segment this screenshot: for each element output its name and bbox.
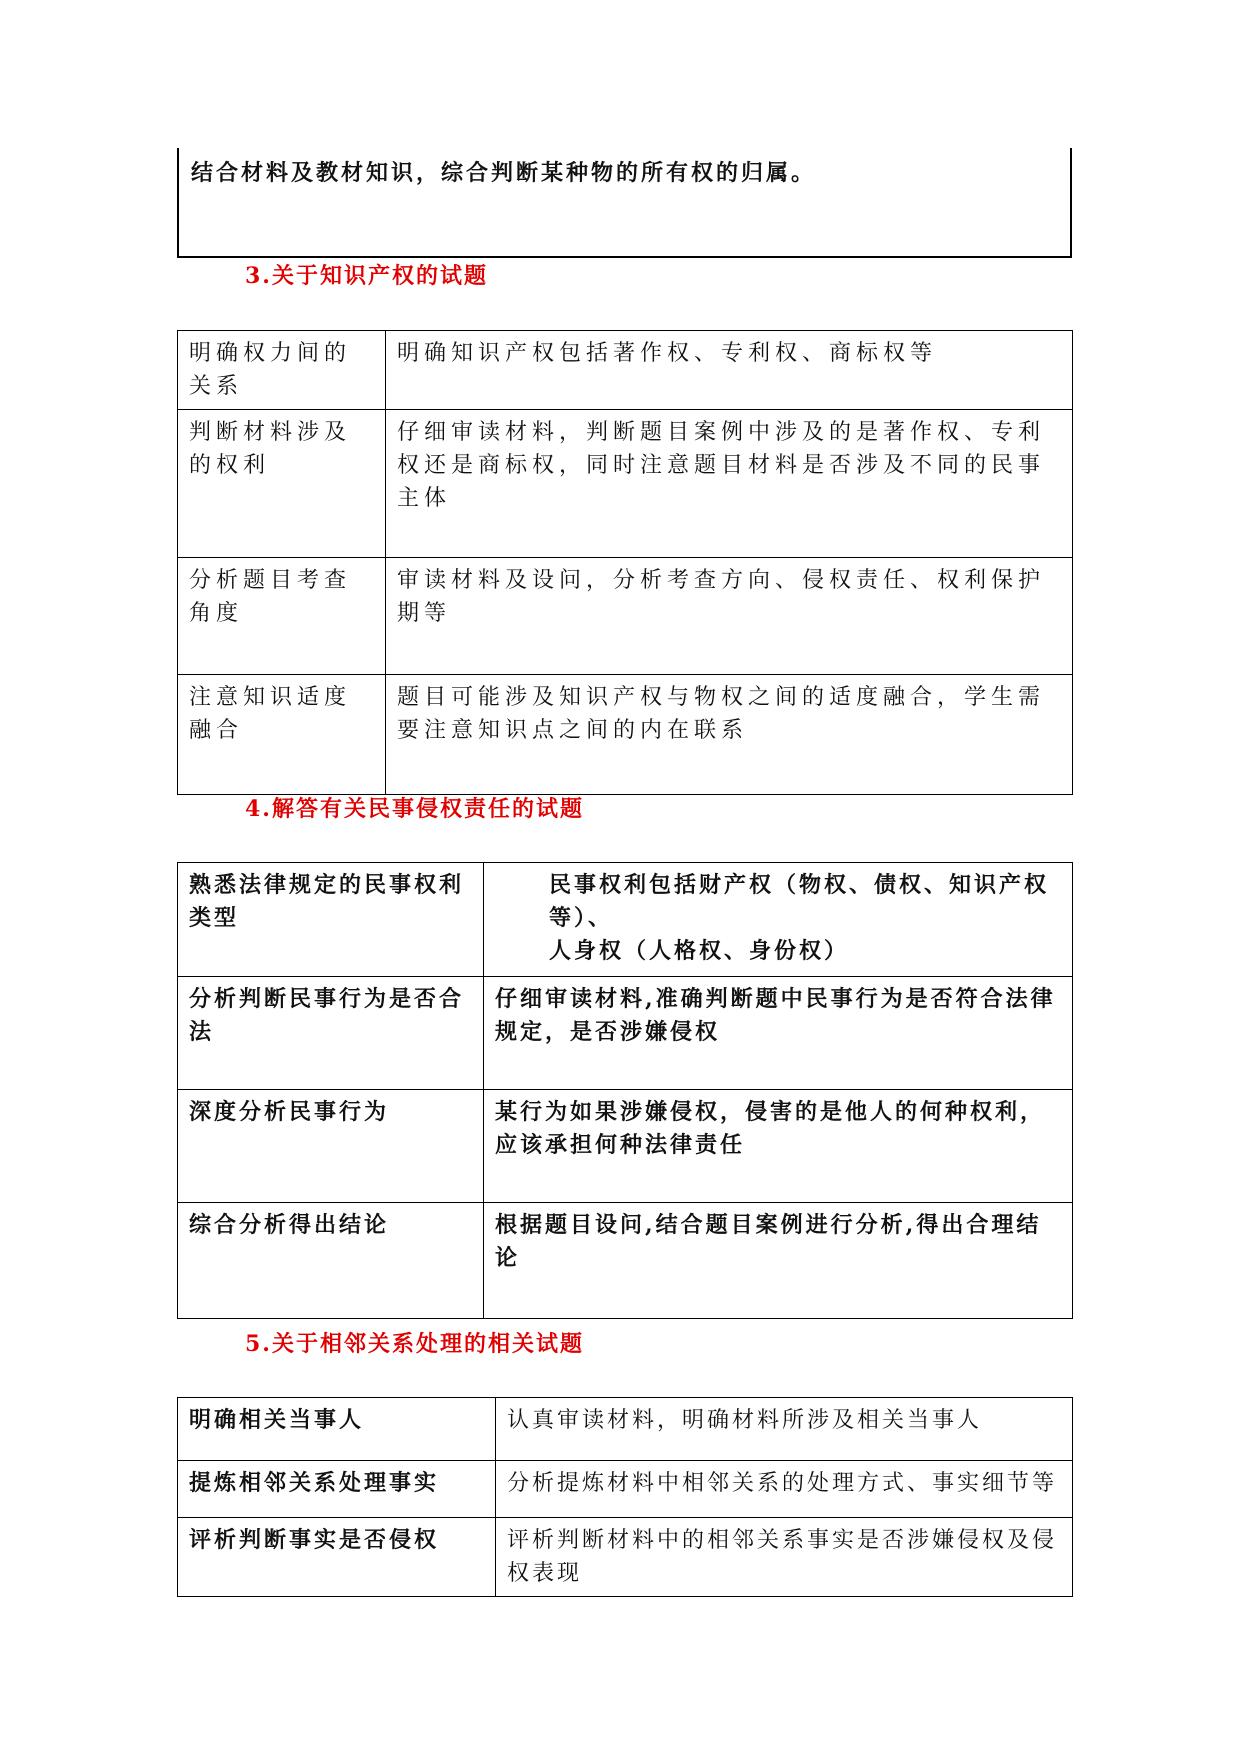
row-content: 评析判断材料中的相邻关系事实是否涉嫌侵权及侵权表现: [496, 1518, 1073, 1597]
row-content: 某行为如果涉嫌侵权，侵害的是他人的何种权利，应该承担何种法律责任: [484, 1090, 1073, 1203]
table-row: [178, 1090, 1073, 1203]
row-content: 认真审读材料，明确材料所涉及相关当事人: [496, 1398, 1073, 1461]
row-label: 分析判断民事行为是否合法: [178, 977, 484, 1090]
table-row: [178, 977, 1073, 1090]
section-4-table: [177, 862, 1073, 1319]
row-content: 根据题目设问,结合题目案例进行分析,得出合理结论: [484, 1203, 1073, 1319]
row-content-line-2: 人身权（人格权、身份权）: [549, 938, 850, 964]
fragment-text: 结合材料及教材知识，综合判断某种物的所有权的归属。: [191, 160, 817, 186]
row-label: 评析判断事实是否侵权: [178, 1518, 496, 1597]
table-row: [178, 1203, 1073, 1319]
row-label: 提炼相邻关系处理事实: [178, 1461, 496, 1518]
section-5-heading: 5.关于相邻关系处理的相关试题: [245, 1331, 584, 1357]
row-label: 判断材料涉及的权利: [178, 410, 386, 558]
row-content: 明确知识产权包括著作权、专利权、商标权等: [386, 331, 1073, 410]
table-row: [178, 1398, 1073, 1461]
section-4-heading: 4.解答有关民事侵权责任的试题: [245, 796, 584, 822]
row-content: 仔细审读材料,准确判断题中民事行为是否符合法律规定，是否涉嫌侵权: [484, 977, 1073, 1090]
row-label: 明确权力间的关系: [178, 331, 386, 410]
row-content-cell: [484, 863, 1073, 977]
section-5-table: [177, 1397, 1073, 1597]
table-row: [178, 675, 1073, 795]
table-row: [178, 1518, 1073, 1597]
previous-table-fragment: [177, 148, 1072, 258]
row-label: 综合分析得出结论: [178, 1203, 484, 1319]
row-content: 审读材料及设问，分析考查方向、侵权责任、权利保护期等: [386, 558, 1073, 675]
row-content: 题目可能涉及知识产权与物权之间的适度融合，学生需要注意知识点之间的内在联系: [386, 675, 1073, 795]
row-content: 仔细审读材料，判断题目案例中涉及的是著作权、专利权还是商标权，同时注意题目材料是否涉及不同的民事主体: [386, 410, 1073, 558]
table-row: [178, 1461, 1073, 1518]
section-3-table: [177, 330, 1073, 795]
row-label: 分析题目考查角度: [178, 558, 386, 675]
section-3-heading: 3.关于知识产权的试题: [245, 263, 488, 289]
table-row: [178, 558, 1073, 675]
table-row: [178, 410, 1073, 558]
row-label: 注意知识适度融合: [178, 675, 386, 795]
row-label: 明确相关当事人: [178, 1398, 496, 1461]
row-label: 熟悉法律规定的民事权利类型: [178, 863, 484, 977]
row-content: 民事权利包括财产权（物权、债权、知识产权等）、: [549, 872, 1050, 931]
table-row: [178, 863, 1073, 977]
row-content: 分析提炼材料中相邻关系的处理方式、事实细节等: [496, 1461, 1073, 1518]
row-label: 深度分析民事行为: [178, 1090, 484, 1203]
table-row: [178, 331, 1073, 410]
